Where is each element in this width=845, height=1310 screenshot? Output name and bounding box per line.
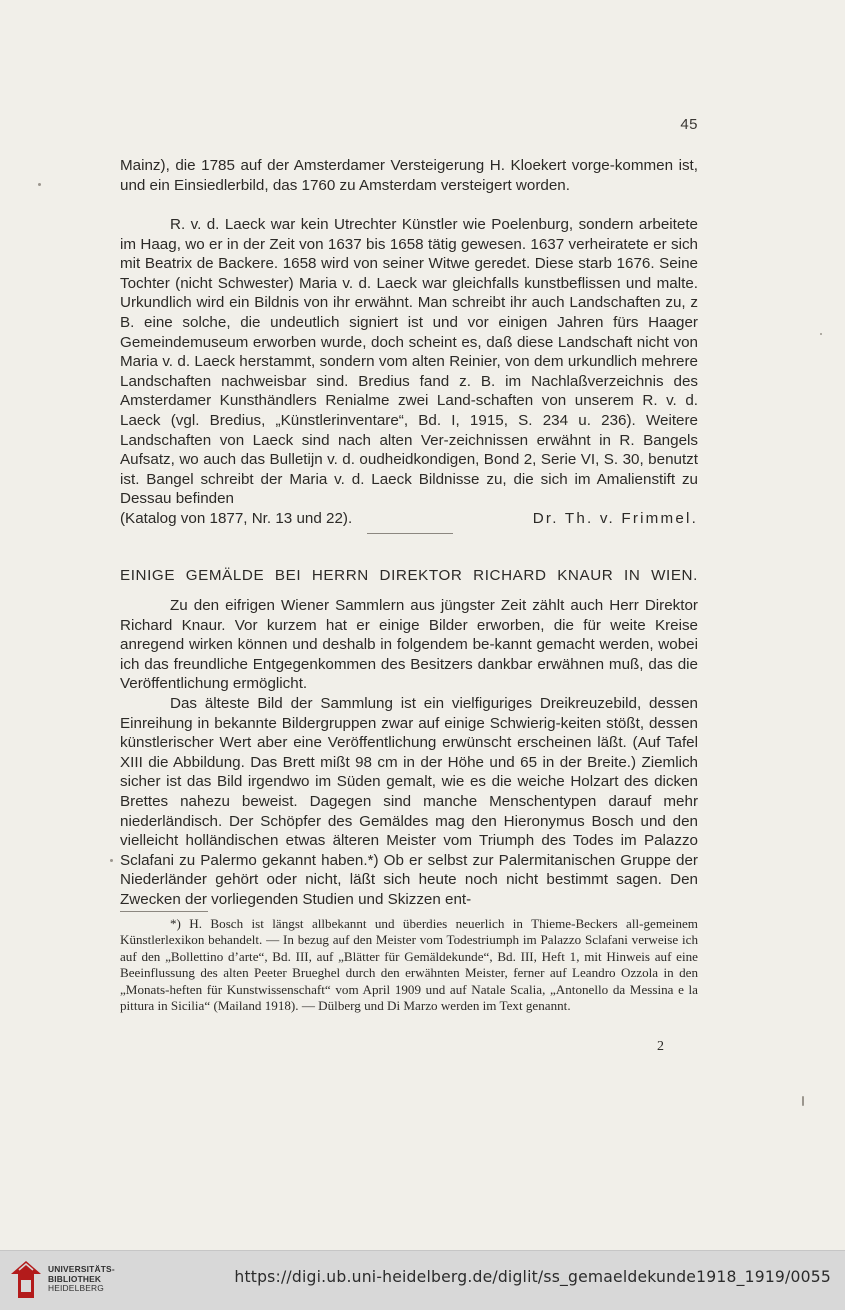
sheet-signature-mark: 2 [657, 1039, 664, 1054]
article-heading [120, 567, 698, 584]
footnote-divider [120, 911, 208, 912]
paper-speck [820, 333, 822, 335]
paper-speck [38, 183, 41, 186]
heading-word: RICHARD [473, 567, 547, 584]
signature-line [120, 509, 698, 529]
text-block-laeck [120, 156, 698, 195]
heading-word: IN [624, 567, 641, 584]
permalink-url[interactable]: https://digi.ub.uni-heidelberg.de/diglit/ss_gemaeldekunde1918_1919/0055 [234, 1268, 831, 1286]
library-name-line: BIBLIOTHEK [48, 1273, 102, 1284]
library-name [48, 1265, 115, 1294]
paragraph: Zu den eifrigen Wiener Sammlern aus jüngster Zeit zählt auch Herr Direktor Richard Knaur. Vor kurzem hat er einige Bilder erworben, die für weite Kreise anregend wirken können und deshalb in folgendem be-kannt gemacht werden, wobei ich das freundliche Entgegenkommen des Besitzers dankbar erwähnen muß, das die Veröffentlichung ermöglicht. [120, 597, 698, 693]
library-name-line: UNIVERSITÄTS- [48, 1264, 115, 1274]
heading-word: HERRN [311, 567, 369, 584]
paper-speck [802, 1096, 804, 1106]
heading-word: GEMÄLDE [185, 567, 265, 584]
text-block-knaur [120, 596, 698, 910]
heading-word: BEI [274, 567, 302, 584]
paper-speck [110, 859, 113, 862]
paragraph: Das älteste Bild der Sammlung ist ein vielfiguriges Dreikreuzebild, dessen Einreihung in bekannte Bildergruppen zwar auf einige Schwierig-keiten stößt, dessen künstlerischer Wert aber eine Veröffentlichung erwünscht erscheinen läßt. (Auf Tafel XIII die Abbildung. Das Brett mißt 98 cm in der Höhe und 65 in der Breite.) Ziemlich sicher ist das Bild irgendwo im Süden gemalt, wie es die weiche Holzart des dicken Brettes nahezu beweist. Dagegen sind manche Menschentypen darauf mehr niederländisch. Der Schöpfer des Gemäldes mag den Hieronymus Bosch und den vielleicht holländischen etwas älteren Meister vom Triumph des Todes im Palazzo Sclafani zu Palermo gekannt haben.*) Ob er selbst zur Palermitanischen Gruppe der Niederländer gehört oder nicht, läßt sich heute noch nicht bestimmt sagen. Den Zwecken der vorliegenden Studien und Skizzen ent- [120, 694, 698, 908]
paragraph: Mainz), die 1785 auf der Amsterdamer Versteigerung H. Kloekert vorge-kommen ist, und ein Einsiedlerbild, das 1760 zu Amsterdam versteigert worden. [120, 157, 698, 194]
heading-word: EINIGE [120, 567, 176, 584]
text-block-laeck-continued [120, 215, 698, 529]
section-divider [367, 533, 453, 534]
paragraph: R. v. d. Laeck war kein Utrechter Künstler wie Poelenburg, sondern arbeitete im Haag, wo er in der Zeit von 1637 bis 1658 tätig gewesen. 1637 verheiratete er sich mit Beatrix de Backere. 1658 wird von seiner Witwe geredet. Diese starb 1676. Seine Tochter (nicht Schwester) Maria v. d. Laeck war gleichfalls kunstbeflissen und malte. Urkundlich wird ein Bildnis von ihr erwähnt. Man schreibt ihr auch Landschaften zu, z B. eine solche, die undeutlich signiert ist und vor einigen Jahren fürs Haager Gemeindemuseum erworben wurde, doch scheint es, daß diese Landschaft nicht von Maria v. d. Laeck herstammt, sondern vom alten Reinier, von dem urkundlich mehrere Landschaften nachweisbar sind. Bredius fand z. B. im Nachlaßverzeichnis des Amsterdamer Kunsthändlers Renialme zwei Land-schaften von unserem R. v. d. Laeck (vgl. Bredius, „Künstlerinventare“, Bd. I, 1915, S. 234 u. 236). Weitere Landschaften von Laeck sind nach alten Ver-zeichnissen erwähnt in R. Bangels Aufsatz, wo auch das Bulletijn v. d. oudheidkondigen, Bond 2, Serie VI, S. 30, benutzt ist. Bangel schreibt der Maria v. d. Laeck Bildnisse zu, die sich im Amalienstift zu Dessau befinden [120, 216, 698, 508]
page-number: 45 [680, 116, 698, 133]
heading-word: KNAUR [557, 567, 614, 584]
heading-word: WIEN. [651, 567, 698, 584]
footnote [120, 916, 698, 1014]
author-signature: Dr. Th. v. Frimmel. [532, 509, 698, 527]
viewer-footer [0, 1250, 845, 1310]
closing-citation: (Katalog von 1877, Nr. 13 und 22). [120, 509, 353, 527]
heading-word: DIREKTOR [379, 567, 463, 584]
library-name-line: HEIDELBERG [48, 1283, 104, 1294]
university-library-logo-icon [8, 1258, 44, 1304]
footnote-text: *) H. Bosch ist längst allbekannt und überdies neuerlich in Thieme-Beckers all-gemeinem Künstlerlexikon behandelt. — In bezug auf den Meister vom Todestriumph im Palazzo Sclafani verweise ich auf den „Bollettino d’arte“, Bd. III, auf „Blätter für Gemäldekunde“, Bd. III, Heft 1, mit Hinweis auf eine Beeinflussung des alten Peeter Brueghel durch den erwähnten Meister, ferner auf Leandro Ozzola in den „Monats-heften für Kunstwissenschaft“ vom April 1909 und auf Natale Scalia, „Antonello da Messina e la pittura in Sicilia“ (Mailand 1918). — Dülberg und Di Marzo werden im Text genannt. [120, 916, 698, 1014]
